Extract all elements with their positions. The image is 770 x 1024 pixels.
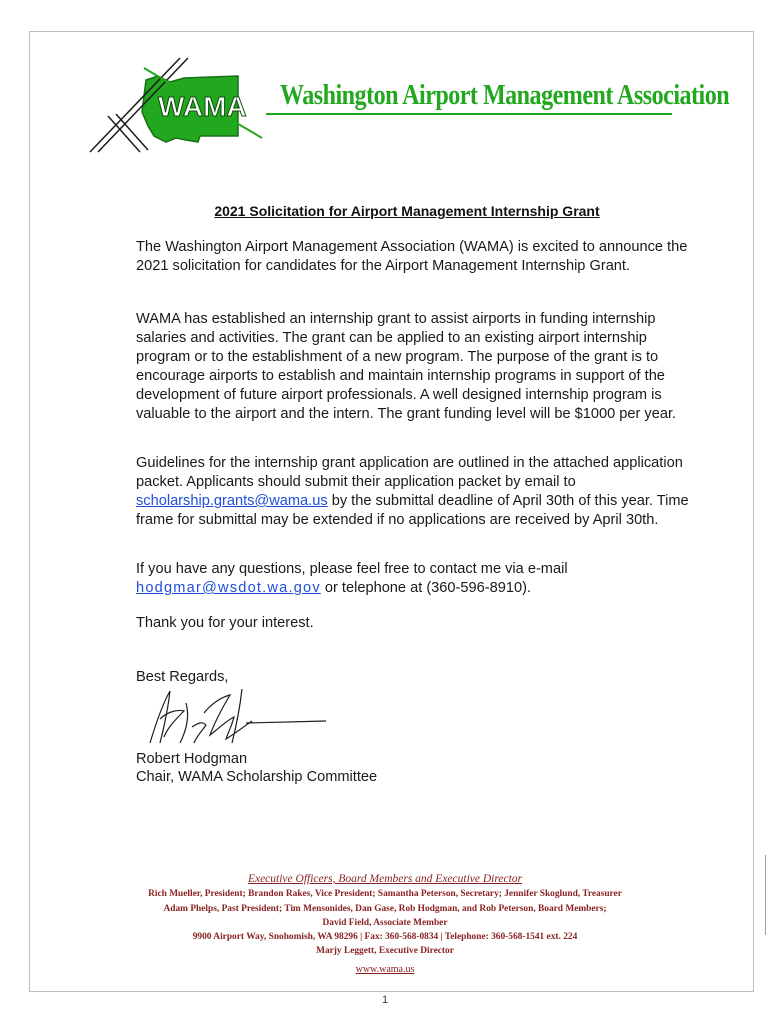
- guidelines-text-before: Guidelines for the internship grant application are outlined in the attached application packet. Applicants should submit their application packet by email to: [136, 455, 683, 490]
- contact-text-after: or telephone at (360-596-8910).: [320, 580, 531, 596]
- paragraph-guidelines: [136, 454, 696, 530]
- contact-text-before: If you have any questions, please feel free to contact me via e-mail: [136, 561, 568, 577]
- signature-tail: [246, 721, 326, 723]
- organization-name: Washington Airport Management Association: [280, 80, 730, 111]
- paragraph-grant-details: WAMA has established an internship grant to assist airports in funding internship salaries and activities. The grant can be applied to an existing airport internship program or to the establishment of a new program. The purpose of the grant is to encourage airports to establish and maintain internship programs in support of the development of future airport professionals. A well designed internship program is valuable to the airport and the intern. The grant funding level will be $1000 per year.: [136, 311, 677, 422]
- contact-email-link[interactable]: hodgmar@wsdot.wa.gov: [136, 580, 321, 596]
- footer-website-wrap: [0, 959, 770, 977]
- footer-officers: Rich Mueller, President; Brandon Rakes, Vice President; Samantha Peterson, Secretary; Jennifer Skoglund, Treasurer: [148, 889, 622, 899]
- runway-line-c: [108, 116, 140, 152]
- page-number: 1: [381, 994, 389, 1006]
- runway-line-d: [116, 114, 148, 150]
- signer-name: Robert Hodgman: [136, 751, 248, 767]
- footer-executive-director: Marjy Leggett, Executive Director: [316, 946, 454, 956]
- footer-address: 9900 Airport Way, Snohomish, WA 98296 | Fax: 360-568-0834 | Telephone: 360-568-1541 ext. 224: [192, 932, 578, 942]
- scholarship-email-link[interactable]: scholarship.grants@wama.us: [136, 493, 328, 509]
- footer-board: Adam Phelps, Past President; Tim Mensonides, Dan Gase, Rob Hodgman, and Rob Peterson, Board Members;: [163, 904, 607, 914]
- handwritten-signature: [146, 683, 331, 749]
- signature-strokes: [150, 689, 252, 743]
- footer-heading: Executive Officers, Board Members and Executive Director: [247, 873, 523, 885]
- footer-associate: David Field, Associate Member: [322, 918, 448, 928]
- paragraph-contact: [136, 560, 696, 598]
- thanks-line: Thank you for your interest.: [136, 615, 314, 631]
- letter-title: 2021 Solicitation for Airport Management Internship Grant: [214, 203, 600, 219]
- website-link[interactable]: www.wama.us: [355, 964, 415, 975]
- signer-title: Chair, WAMA Scholarship Committee: [136, 769, 378, 785]
- guidelines-text-after: by the submittal deadline of April 30th of this year. Time frame for submittal may be extended if no applications are received by April 30th.: [136, 493, 689, 528]
- closing-line: Best Regards,: [136, 669, 229, 685]
- paragraph-intro: The Washington Airport Management Association (WAMA) is excited to announce the 2021 solicitation for candidates for the Airport Management Internship Grant.: [136, 239, 688, 274]
- wama-logo-text: WAMA: [158, 91, 247, 122]
